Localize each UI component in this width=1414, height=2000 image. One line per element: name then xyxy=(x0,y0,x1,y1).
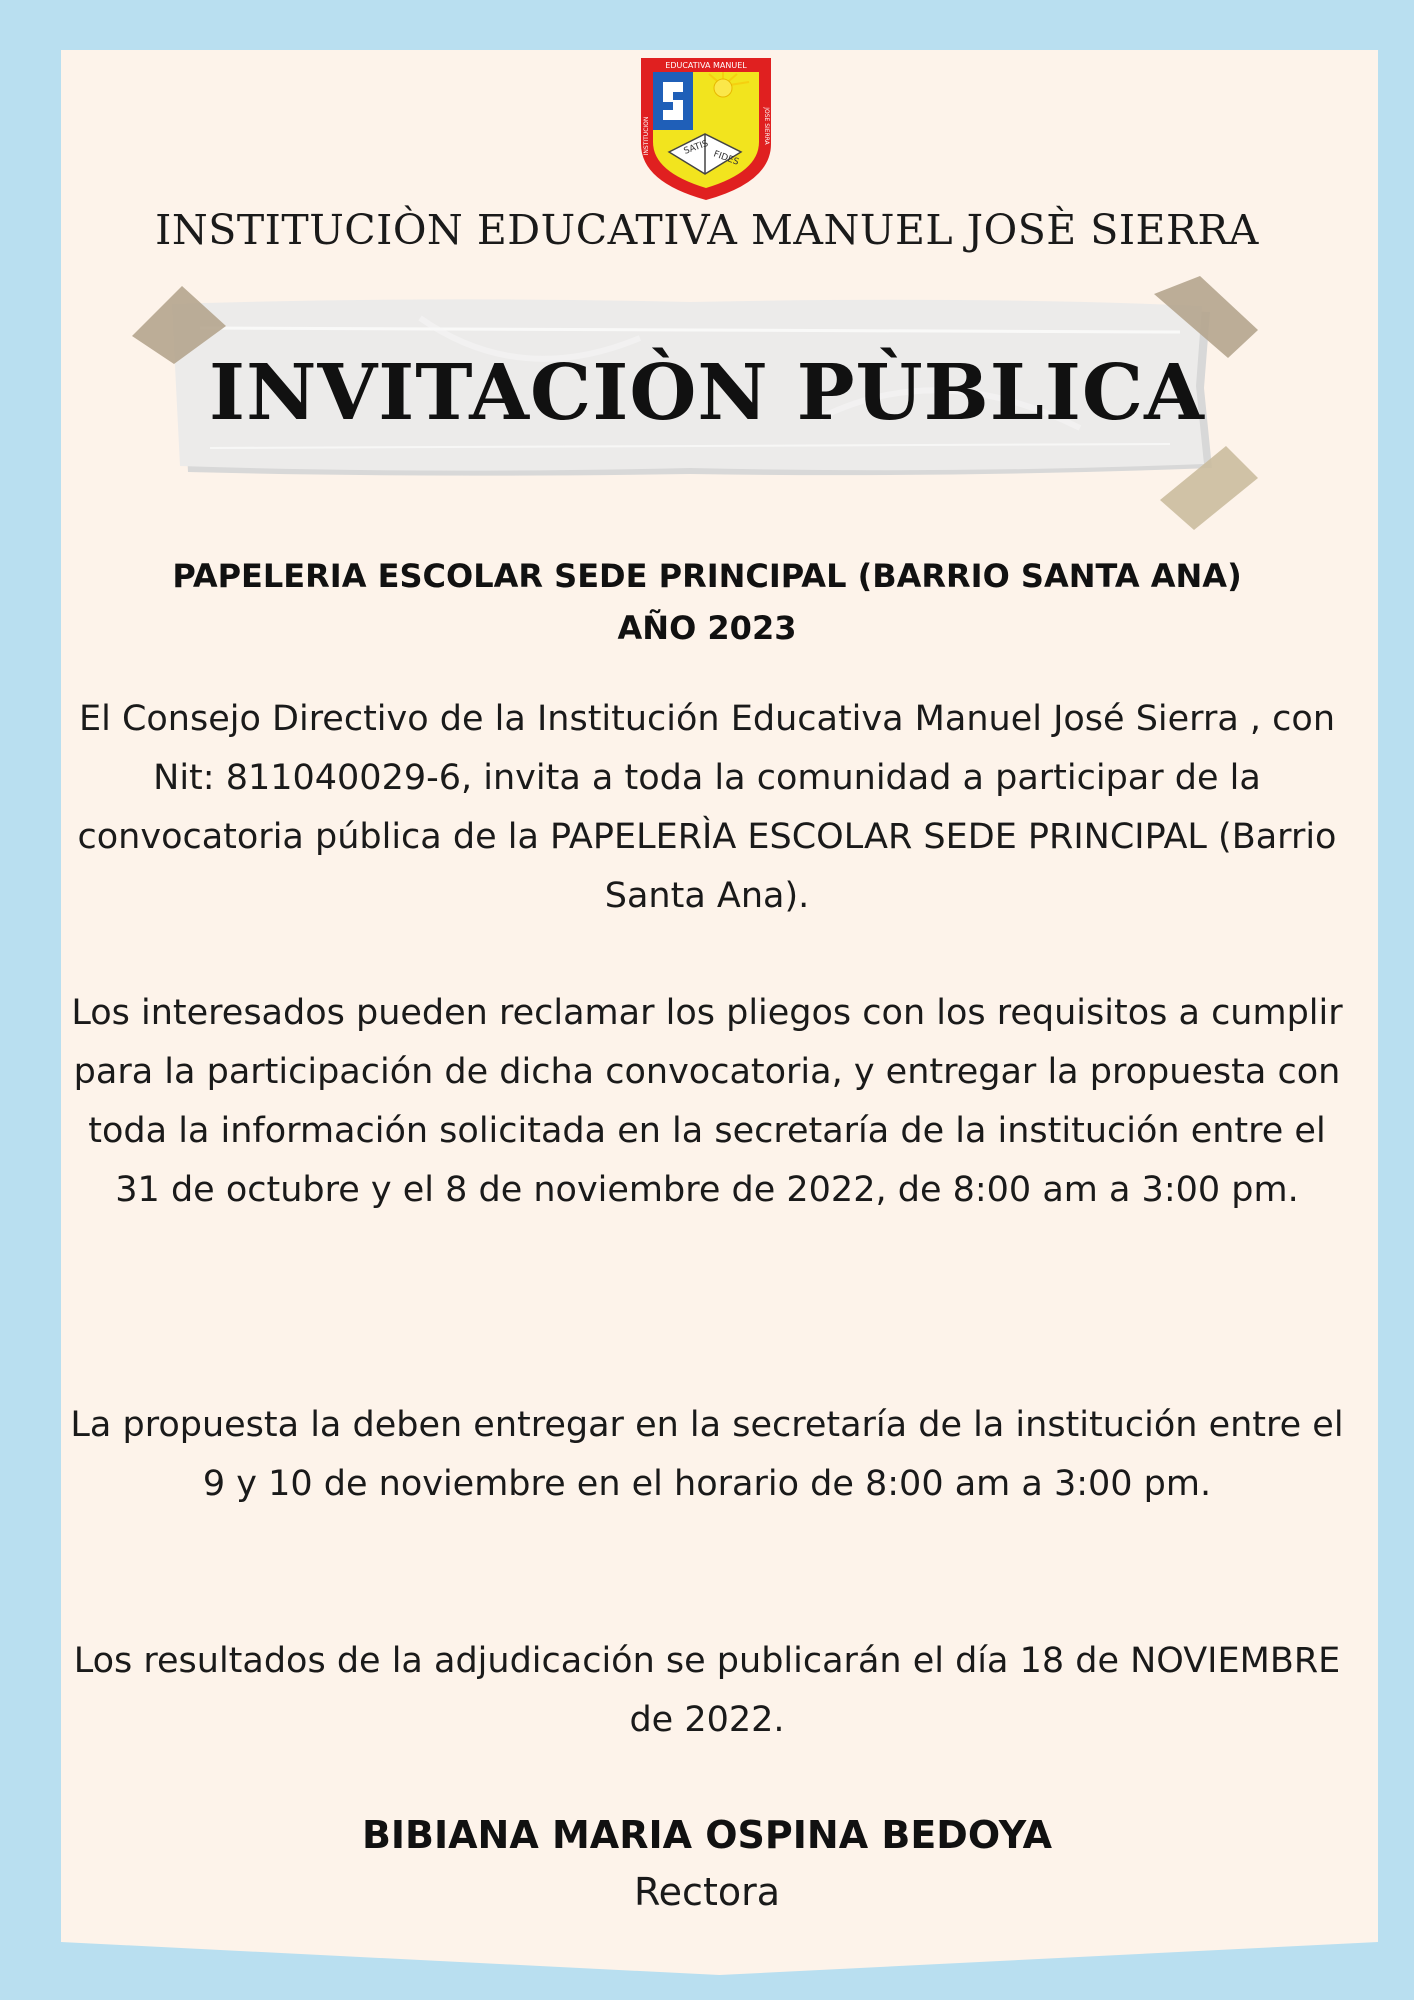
svg-text:FIDES: FIDES xyxy=(711,149,740,168)
subtitle-line-2: AÑO 2023 xyxy=(617,609,797,647)
crest-shield-icon xyxy=(633,56,779,202)
subtitle-line-1: PAPELERIA ESCOLAR SEDE PRINCIPAL (BARRIO SANTA ANA) xyxy=(172,557,1242,595)
paragraph-requirements: Los interesados pueden reclamar los pliegos con los requisitos a cumplir para la participación de dicha convocatoria, y entregar la propuesta con toda la información solicitada en la secretaría de la institución entre el 31 de octubre y el 8 de noviembre de 2022, de 8:00 am a 3:00 pm. xyxy=(71,993,1343,1210)
school-crest-logo xyxy=(633,56,779,202)
paragraph-delivery: La propuesta la deben entregar en la secretaría de la institución entre el 9 y 10 de noviembre en el horario de 8:00 am a 3:00 pm. xyxy=(70,1405,1344,1504)
paragraph-invitation: El Consejo Directivo de la Institución Educativa Manuel José Sierra , con Nit: 811040029-6, invita a toda la comunidad a participar de la convocatoria pública de la PAPELERÌA ESCOLAR SEDE PRINCIPAL (Barrio Santa Ana). xyxy=(77,699,1337,916)
banner-title: INVITACIÒN PÙBLICA xyxy=(209,348,1205,438)
svg-text:INSTITUCION: INSTITUCION xyxy=(643,116,650,156)
svg-text:EDUCATIVA MANUEL: EDUCATIVA MANUEL xyxy=(665,61,747,70)
signer-role: Rectora xyxy=(633,1870,781,1914)
institution-name: INSTITUCIÒN EDUCATIVA MANUEL JOSÈ SIERRA xyxy=(155,206,1259,254)
paragraph-results: Los resultados de la adjudicación se publicarán el día 18 de NOVIEMBRE de 2022. xyxy=(73,1641,1341,1740)
svg-text:JOSE SIERRA: JOSE SIERRA xyxy=(763,107,770,145)
svg-text:SATIS: SATIS xyxy=(682,138,710,157)
signer-name: BIBIANA MARIA OSPINA BEDOYA xyxy=(361,1813,1053,1857)
